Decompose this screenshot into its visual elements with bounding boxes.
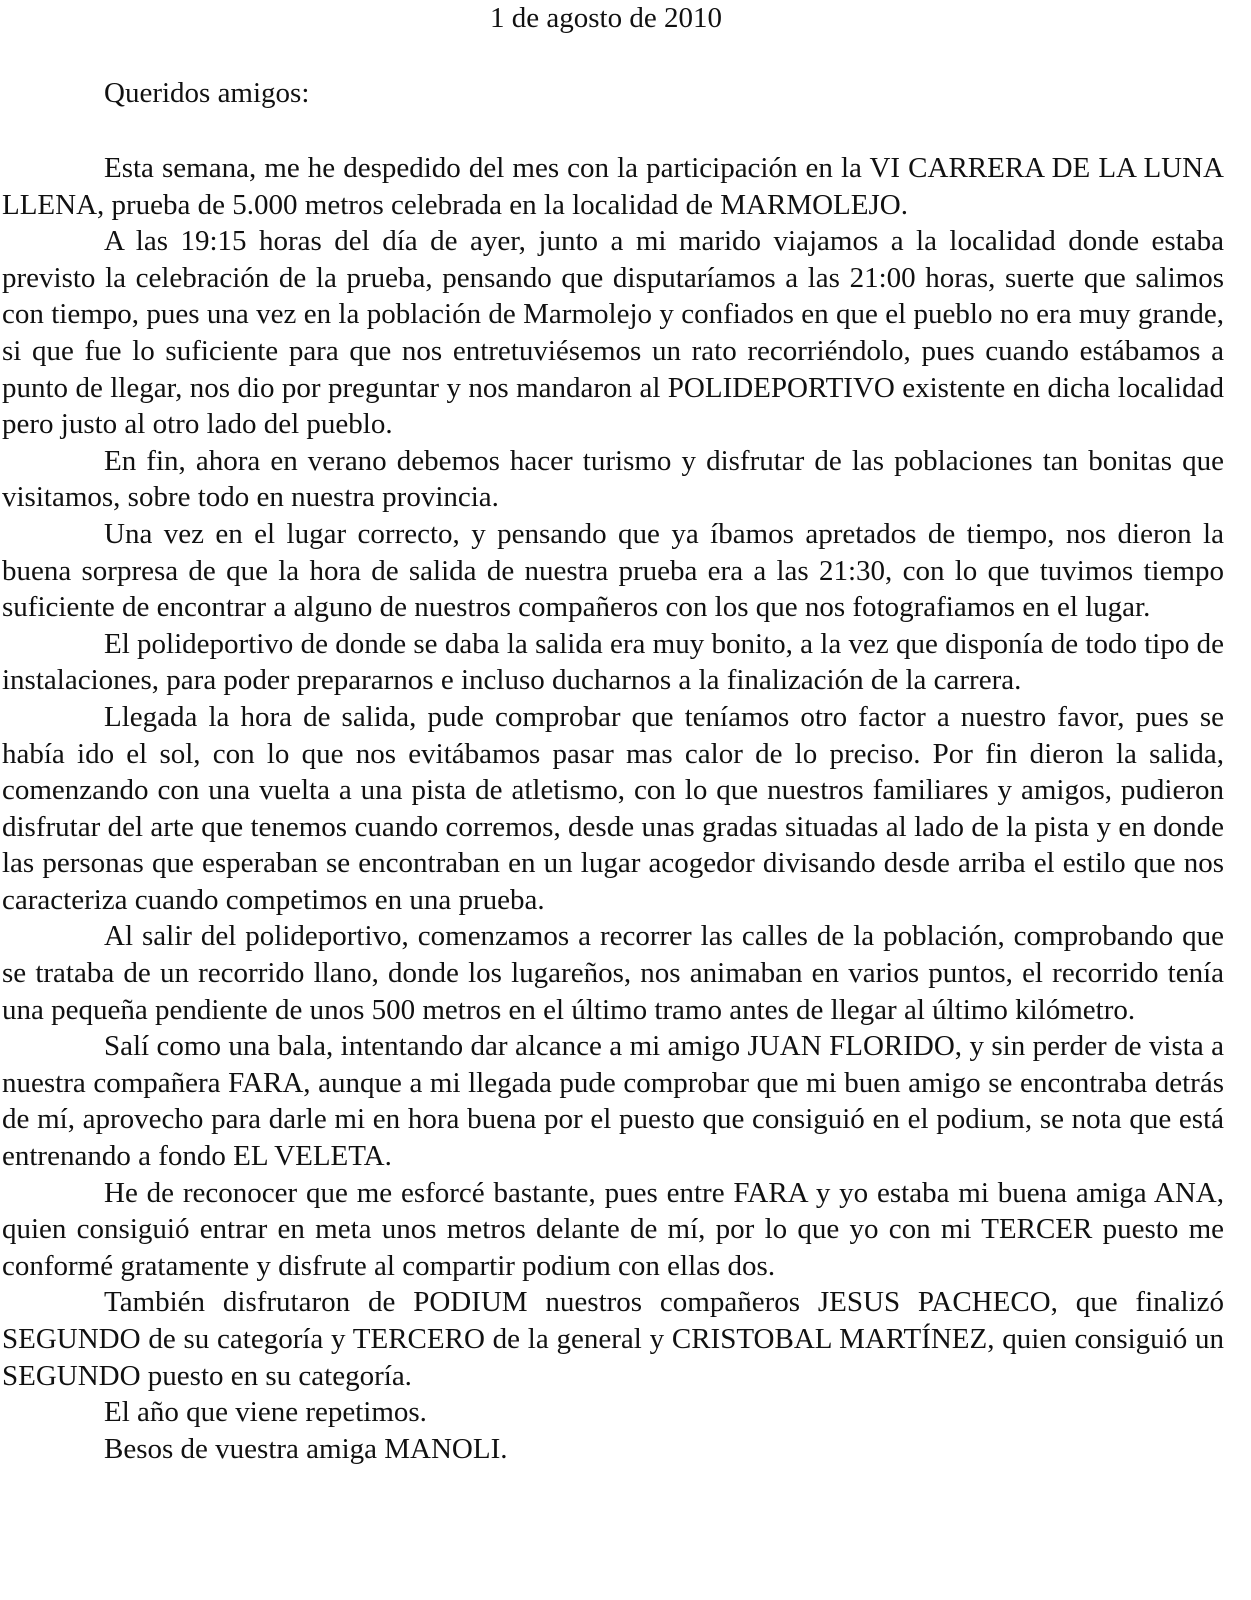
paragraph-finish: He de reconocer que me esforcé bastante, pues entre FARA y yo estaba mi buena amiga ANA, quien consiguió entrar en meta unos metros delante de mí, por lo que yo con mi TERCER puesto me conformé gratamente y disfrute al compartir podium con ellas dos. — [2, 1176, 1224, 1282]
paragraph-podium: También disfrutaron de PODIUM nuestros compañeros JESUS PACHECO, que finalizó SEGUNDO de su categoría y TERCERO de la general y CRISTOBAL MARTÍNEZ, quien consiguió un SEGUNDO puesto en su categoría. — [2, 1286, 1224, 1392]
paragraph-tourism: En fin, ahora en verano debemos hacer turismo y disfrutar de las poblaciones tan bonitas que visitamos, sobre todo en nuestra provincia. — [2, 444, 1224, 514]
paragraph-venue: El polideportivo de donde se daba la salida era muy bonito, a la vez que disponía de todo tipo de instalaciones, para poder prepararnos e incluso ducharnos a la finalización de la carrera. — [2, 627, 1224, 697]
paragraph-intro: Esta semana, me he despedido del mes con la participación en la VI CARRERA DE LA LUNA LLENA, prueba de 5.000 metros celebrada en la localidad de MARMOLEJO. — [2, 152, 1224, 221]
paragraph-travel: A las 19:15 horas del día de ayer, junto a mi marido viajamos a la localidad donde estaba previsto la celebración de la prueba, pensando que disputaríamos a las 21:00 horas, suerte que salimos con tiempo, pues una vez en la población de Marmolejo y confiados en que el pueblo no era muy grande, si que fue lo suficiente para que nos entretuviésemos un rato recorriéndolo, pues cuando estábamos a punto de llegar, nos dio por preguntar y nos mandaron al POLIDEPORTIVO existente en dicha localidad pero justo al otro lado del pueblo. — [2, 225, 1224, 441]
letter-salutation: Queridos amigos: — [104, 77, 310, 109]
letter-date: 1 de agosto de 2010 — [490, 2, 722, 34]
letter-body — [2, 150, 1224, 1467]
paragraph-arrival: Una vez en el lugar correcto, y pensando que ya íbamos apretados de tiempo, nos dieron la buena sorpresa de que la hora de salida de nuestra prueba era a las 21:30, con lo que tuvimos tiempo suficiente de encontrar a alguno de nuestros compañeros con los que nos fotografiamos en el lugar. — [2, 517, 1224, 624]
letter-signoff: Besos de vuestra amiga MANOLI. — [104, 1432, 508, 1465]
paragraph-race: Salí como una bala, intentando dar alcance a mi amigo JUAN FLORIDO, y sin perder de vista a nuestra compañera FARA, aunque a mi llegada pude comprobar que mi buen amigo se encontraba detrás de mí, aprovecho para darle mi en hora buena por el puesto que consiguió en el podium, se nota que está entrenando a fondo EL VELETA. — [2, 1030, 1224, 1173]
paragraph-start: Llegada la hora de salida, pude comprobar que teníamos otro factor a nuestro favor, pues se había ido el sol, con lo que nos evitábamos pasar mas calor de lo preciso. Por fin dieron la salida, comenzando con una vuelta a una pista de atletismo, con lo que nuestros familiares y amigos, pudieron disfrutar del arte que tenemos cuando corremos, desde unas gradas situadas al lado de la pista y en donde las personas que esperaban se encontraban en un lugar acogedor divisando desde arriba el estilo que nos caracteriza cuando competimos en una prueba. — [2, 700, 1224, 916]
paragraph-next-year: El año que viene repetimos. — [104, 1396, 427, 1429]
paragraph-course: Al salir del polideportivo, comenzamos a recorrer las calles de la población, comprobando que se trataba de un recorrido llano, donde los lugareños, nos animaban en varios puntos, el recorrido tenía una pequeña pendiente de unos 500 metros en el último tramo antes de llegar al último kilómetro. — [2, 920, 1224, 1026]
